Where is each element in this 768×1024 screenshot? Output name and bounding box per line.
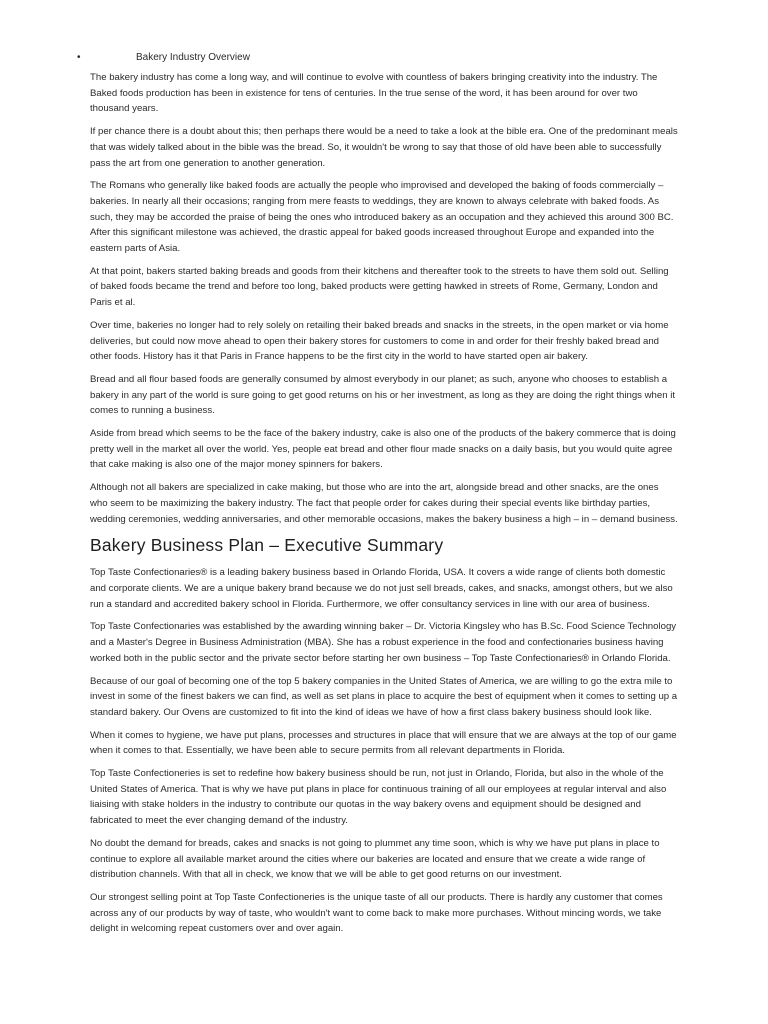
section-title-bakery-industry-overview: Bakery Industry Overview [136, 52, 250, 63]
bullet-icon: • [77, 52, 81, 63]
paragraph: At that point, bakers started baking breads and goods from their kitchens and thereafter took to the streets to have them sold out. Selling of baked foods became the trend and before too long, baked products were getting hawked in streets of Rome, Germany, London and Paris et al. [90, 265, 669, 309]
paragraph: The Romans who generally like baked foods are actually the people who improvised and developed the baking of foods commercially – bakeries. In nearly all their occasions; ranging from mere feasts to weddings, they are known to always celebrate with baked foods. As such, they may be accorded the praise of being the ones who introduced bakery as an occupation and they achieved this around 300 BC. After this significant milestone was achieved, the drastic appeal for baked goods increased throughout Europe and expanded into the eastern parts of Asia. [90, 180, 674, 255]
paragraph: No doubt the demand for breads, cakes and snacks is not going to plummet any time soon, which is why we have put plans in place to continue to explore all available market around the cities where our bakeries are located and ensure that we create a wide range of distribution channels. With that all in check, we know that we will be able to get good returns on our investment. [90, 837, 660, 881]
paragraph: Although not all bakers are specialized in cake making, but those who are into the art, alongside bread and other snacks, are the ones who seem to be maximizing the bakery industry. The fact that people order for cakes during their special events like birthday parties, wedding ceremonies, wedding anniversaries, and other memorable occasions, makes the bakery business a high – in – demand business. [90, 482, 678, 525]
paragraph: Bread and all flour based foods are generally consumed by almost everybody in our planet; as such, anyone who chooses to establish a bakery in any part of the world is sure going to get good returns on his or her investment, as long as they are doing the right things when it comes to running a business. [90, 373, 676, 417]
paragraph: Top Taste Confectioneries is set to redefine how bakery business should be run, not just in Orlando, Florida, but also in the whole of the United States of America. That is why we have put plans in place for continuous training of all our employees at regular interval and also liaising with stake holders in the industry to contribute our quotas in the way bakery ovens and equipment should be designed and fabricated to meet the ever changing demand of the industry. [90, 768, 667, 827]
paragraph: When it comes to hygiene, we have put plans, processes and structures in place that will ensure that we are always at the top of our game when it comes to that. Essentially, we have been able to secure permits from all relevant departments in Florida. [90, 729, 677, 757]
paragraph: The bakery industry has come a long way, and will continue to evolve with countless of bakers bringing creativity into the industry. The Baked foods production has been in existence for tens of centuries. In the true sense of the word, it has been around for over two thousand years. [90, 72, 658, 115]
paragraph: Aside from bread which seems to be the face of the bakery industry, cake is also one of the products of the bakery commerce that is doing pretty well in the market all over the world. Yes, people eat bread and other flour made snacks on a daily basis, but you would quite agree that cake making is also one of the major money spinners for bakers. [90, 428, 676, 471]
paragraph: If per chance there is a doubt about this; then perhaps there would be a need to take a look at the bible era. One of the predominant meals that was widely talked about in the bible was the bread. So, it wouldn't be wrong to say that those of old have been able to successfully pass the art from one generation to another generation. [90, 126, 678, 169]
paragraph: Our strongest selling point at Top Taste Confectioneries is the unique taste of all our products. There is hardly any customer that comes across any of our products by way of taste, who wouldn't want to come back to make more purchases. Without mincing words, we take delight in welcoming repeat customers over and over again. [90, 891, 663, 935]
paragraph: Top Taste Confectionaries® is a leading bakery business based in Orlando Florida, USA. It covers a wide range of clients both domestic and corporate clients. We are a unique bakery brand because we do not just sell breads, cakes, and snacks, amongst others, but we also run a standard and accredited bakery school in Florida. Furthermore, we offer consultancy services in line with our area of business. [90, 567, 673, 610]
paragraph: Because of our goal of becoming one of the top 5 bakery companies in the United States of America, we are willing to go the extra mile to invest in some of the finest bakers we can find, as well as set plans in place to acquire the best of equipment when it comes to setting up a standard bakery. Our Ovens are customized to fit into the kind of ideas we have of how a first class bakery business should look like. [90, 675, 678, 718]
paragraph: Over time, bakeries no longer had to rely solely on retailing their baked breads and snacks in the streets, in the open market or via home deliveries, but could now move ahead to open their bakery stores for customers to come in and order for their freshly baked bread and other foods. History has it that Paris in France happens to be the first city in the world to have started open air bakery. [90, 319, 669, 363]
industry-overview-section [90, 70, 678, 527]
paragraph: Top Taste Confectionaries was established by the awarding winning baker – Dr. Victoria Kingsley who has B.Sc. Food Science Technology and a Master's Degree in Business Administration (MBA). She has a robust experience in the food and confectionaries business having worked both in the public sector and the private sector before starting her own business – Top Taste Confectionaries® in Orlando Florida. [90, 621, 677, 664]
document-body [77, 50, 678, 944]
executive-summary-heading: Bakery Business Plan – Executive Summary [90, 535, 444, 556]
executive-summary-section [90, 565, 678, 937]
section-bullet-heading [77, 50, 678, 66]
